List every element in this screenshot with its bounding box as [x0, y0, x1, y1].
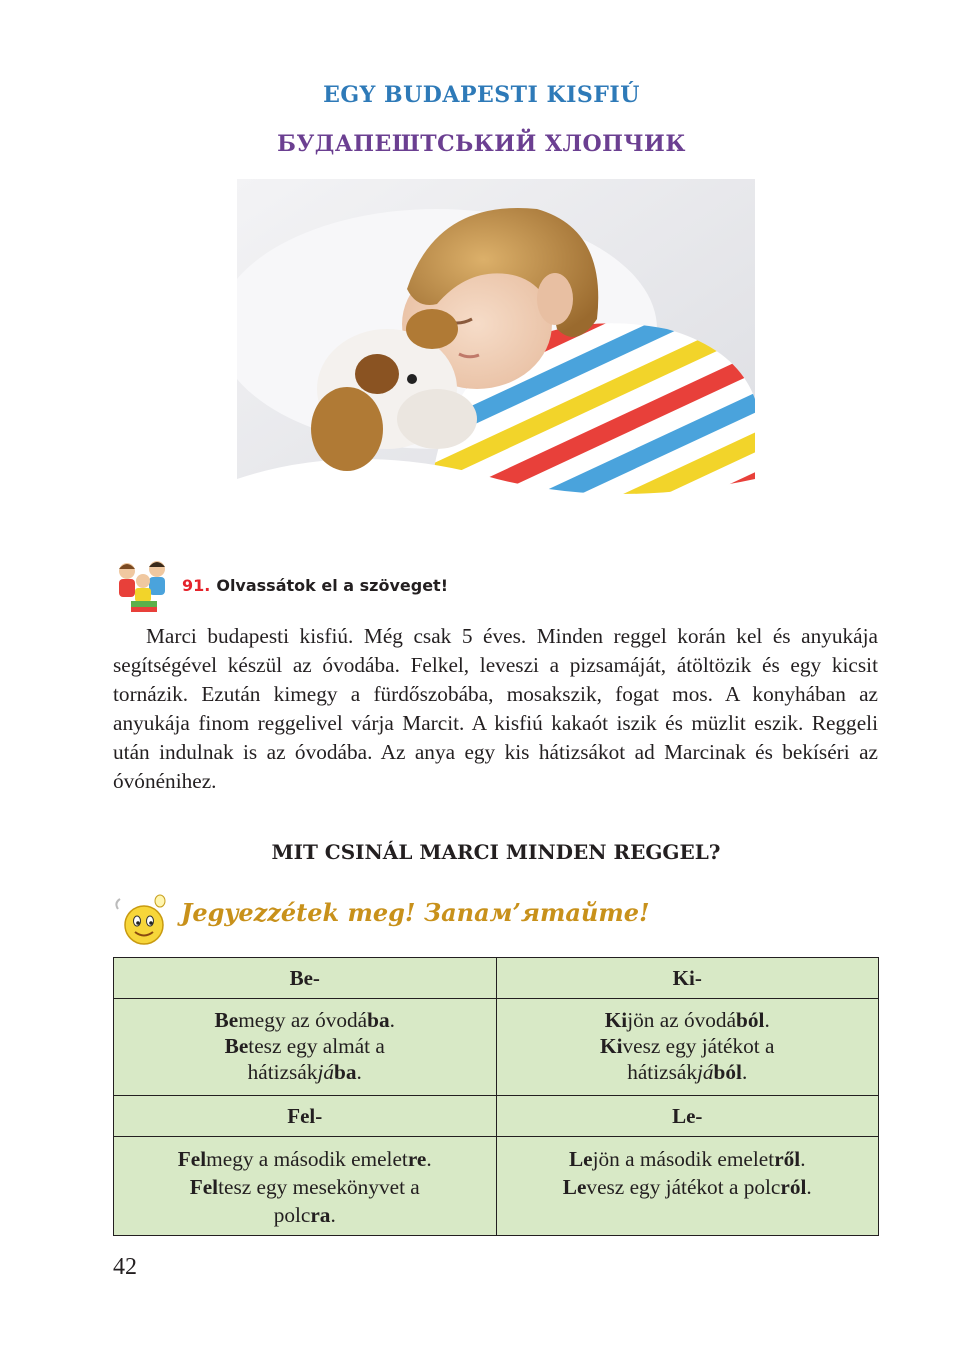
header-fel: Fel-	[114, 1096, 497, 1137]
cell-segment: vesz egy játékot a polc	[586, 1175, 781, 1199]
cell-line	[126, 1059, 484, 1085]
cell-segment: Le	[562, 1175, 587, 1199]
prefix-table	[113, 957, 879, 1236]
task-instruction-text: Olvassátok el a szöveget!	[216, 576, 448, 595]
header-ki: Ki-	[496, 958, 879, 999]
cell-line	[509, 1173, 867, 1201]
cell-segment: Be	[214, 1008, 239, 1032]
cell-line	[126, 1173, 484, 1201]
cell-segment: ból	[713, 1060, 742, 1084]
cell-line	[126, 1007, 484, 1033]
cell-line	[126, 1033, 484, 1059]
cell-segment: .	[806, 1175, 812, 1199]
cell-line	[126, 1145, 484, 1173]
cell-segment: megy az óvodá	[238, 1008, 368, 1032]
cell-segment: hátizsák	[627, 1060, 697, 1084]
cell-segment: megy a második emelet	[206, 1147, 408, 1171]
cell-segment: ba	[367, 1008, 390, 1032]
cell-segment: Ki	[604, 1008, 628, 1032]
cell-segment: Fel	[177, 1147, 207, 1171]
cell-ki	[496, 999, 879, 1096]
cell-line	[509, 1059, 867, 1085]
note-title: Jegyezzétek meg! Запам’ятайте!	[181, 898, 650, 927]
children-reading-icon	[113, 557, 173, 615]
reading-text: Marci budapesti kisfiú. Még csak 5 éves. Minden reggel korán kel és anyukája segítségével készül az óvodába. Felkel, leveszi a pizsamáját, átöltözik és egy kicsit tornázik. Ezután kimegy a fürdőszobába, mosakszik, fogat mos. A konyhában az anyukája finom reggelivel várja Marcit. A kisfiú kakaót iszik és müzlit eszik. Reggeli után indulnak is az óvodába. Az anya egy kis hátizsákot ad Marcinak és bekíséri az óvónénihez.	[113, 624, 878, 793]
cell-segment: hátizsák	[247, 1060, 318, 1084]
cell-segment: jön a második emelet	[592, 1147, 775, 1171]
page-title-hungarian: EGY BUDAPESTI KISFIÚ	[323, 82, 640, 108]
smiley-lightbulb-icon	[112, 893, 172, 947]
cell-segment: re	[407, 1147, 427, 1171]
cell-line	[509, 1033, 867, 1059]
cell-segment: Be	[224, 1034, 249, 1058]
question-heading: MIT CSINÁL MARCI MINDEN REGGEL?	[271, 840, 721, 864]
cell-segment: jön az óvodá	[627, 1008, 737, 1032]
cell-segment: .	[356, 1060, 362, 1084]
header-le: Le-	[496, 1096, 879, 1137]
sleeping-boy-photo	[237, 179, 755, 523]
cell-line	[126, 1201, 484, 1229]
cell-line	[509, 1007, 867, 1033]
cell-segment: vesz egy játékot a	[622, 1034, 775, 1058]
cell-segment: .	[330, 1203, 336, 1227]
cell-segment: polc	[273, 1203, 311, 1227]
cell-segment: .	[426, 1147, 432, 1171]
cell-segment: .	[741, 1060, 748, 1084]
header-be: Be-	[114, 958, 497, 999]
page-title-ukrainian: БУДАПЕШТСЬКИЙ ХЛОПЧИК	[277, 131, 686, 157]
task-number: 91.	[182, 576, 211, 595]
cell-segment: tesz egy almát a	[248, 1034, 385, 1058]
cell-segment: tesz egy mesekönyvet a	[218, 1175, 420, 1199]
cell-segment: Fel	[189, 1175, 219, 1199]
cell-segment: já	[696, 1060, 714, 1084]
cell-segment: Le	[568, 1147, 593, 1171]
task-instruction	[182, 576, 448, 595]
cell-segment: ra	[310, 1203, 331, 1227]
cell-be	[114, 999, 497, 1096]
cell-line	[509, 1145, 867, 1173]
page-number: 42	[113, 1254, 137, 1280]
cell-segment: ból	[736, 1008, 765, 1032]
cell-le	[496, 1137, 879, 1236]
cell-segment: .	[800, 1147, 806, 1171]
cell-segment: ről	[774, 1147, 801, 1171]
cell-segment: ról	[780, 1175, 807, 1199]
cell-fel	[114, 1137, 497, 1236]
cell-segment: .	[764, 1008, 770, 1032]
cell-segment: .	[389, 1008, 395, 1032]
cell-segment: ba	[334, 1060, 357, 1084]
cell-segment: Ki	[600, 1034, 623, 1058]
cell-segment: já	[317, 1060, 335, 1084]
